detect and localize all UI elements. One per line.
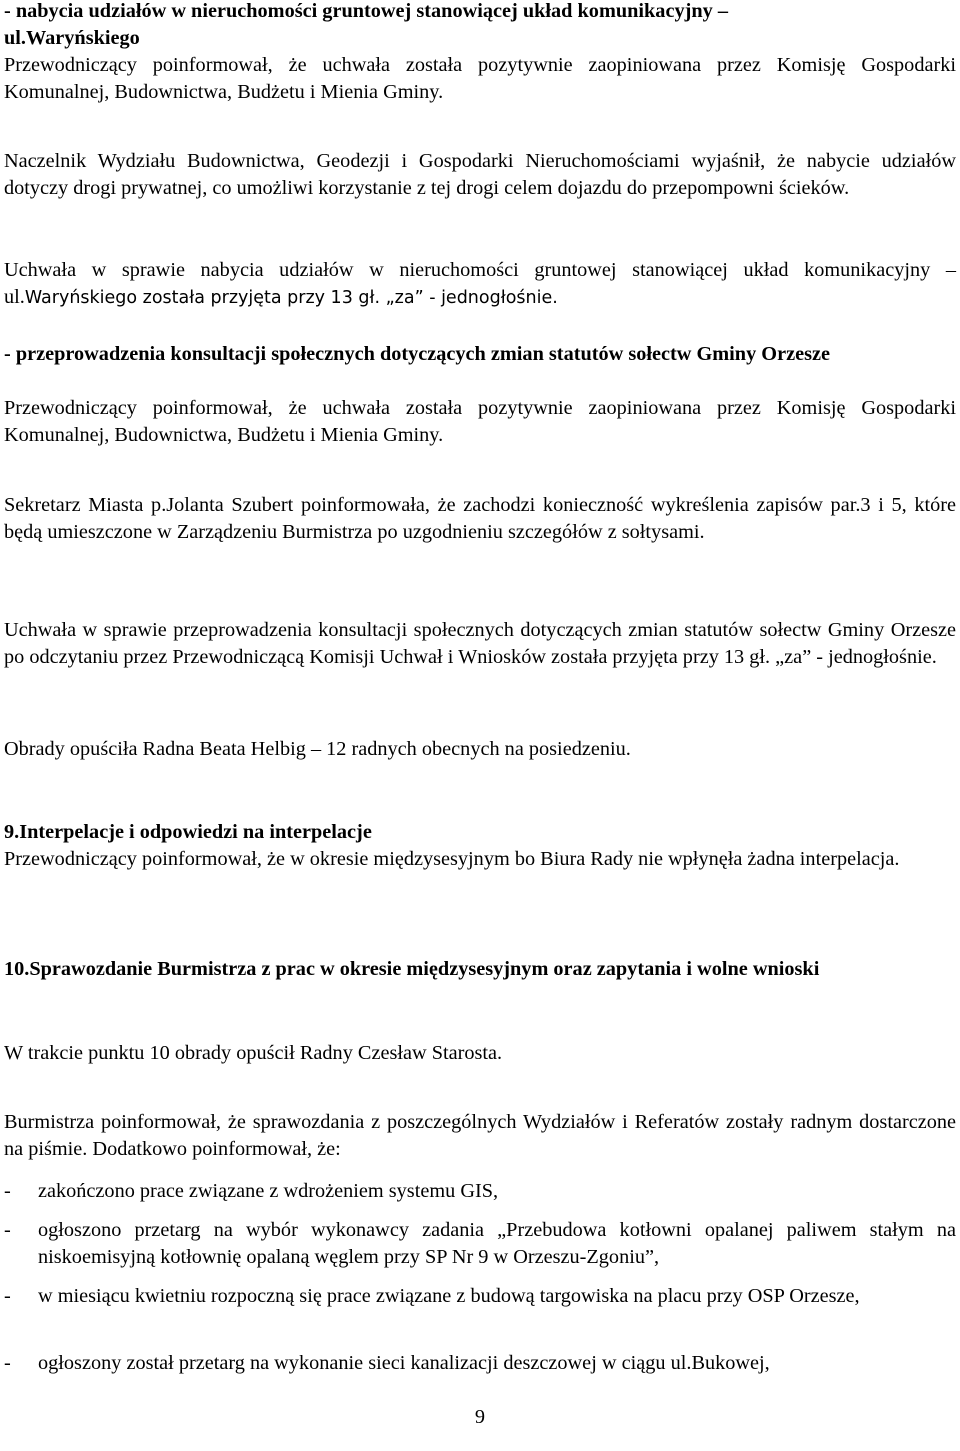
section-b-resolution: Uchwała w sprawie przeprowadzenia konsultacji społecznych dotyczących zmian statutów sołectw Gminy Orzesze po odczytaniu przez Przewodniczącą Komisji Uchwał i Wniosków została przyjęta przy 13 gł. „za” - jednogłośnie.: [4, 619, 956, 668]
list-item-text: ogłoszony został przetarg na wykonanie sieci kanalizacji deszczowej w ciągu ul.Bukowej,: [38, 1352, 770, 1374]
section-a-resolution: [4, 257, 956, 312]
list-item: [4, 1283, 956, 1310]
section-b-departure: Obrady opuściła Radna Beata Helbig – 12 radnych obecnych na posiedzeniu.: [4, 738, 631, 760]
list-dash: -: [4, 1352, 11, 1374]
list-dash: -: [4, 1180, 11, 1202]
list-item: [4, 1217, 956, 1271]
section-10-departure: W trakcie punktu 10 obrady opuścił Radny Czesław Starosta.: [4, 1042, 503, 1064]
list-item-text: zakończono prace związane z wdrożeniem systemu GIS,: [38, 1180, 499, 1202]
section-9-text: Przewodniczący poinformował, że w okresie międzysesyjnym bo Biura Rady nie wpłynęła żadna interpelacja.: [4, 848, 900, 870]
list-item: [4, 1178, 956, 1205]
section-a-explanation: Naczelnik Wydziału Budownictwa, Geodezji i Gospodarki Nieruchomościami wyjaśnił, że nabycie udziałów dotyczy drogi prywatnej, co umożliwi korzystanie z tej drogi celem dojazdu do przepompowni ścieków.: [4, 150, 956, 199]
section-a-resolution-part1: Uchwała w sprawie nabycia udziałów w nieruchomości gruntowej stanowiącej układ komunikacyjny – ul.: [4, 259, 956, 308]
section-a-opinion: Przewodniczący poinformował, że uchwała została pozytywnie zaopiniowana przez Komisję Gospodarki Komunalnej, Budownictwa, Budżetu i Mienia Gminy.: [4, 54, 956, 103]
section-b-secretary: Sekretarz Miasta p.Jolanta Szubert poinformowała, że zachodzi konieczność wykreślenia zapisów par.3 i 5, które będą umieszczone w Zarządzeniu Burmistrza po uzgodnieniu szczegółów z sołtysami.: [4, 494, 956, 543]
list-dash: -: [4, 1219, 11, 1241]
section-a-resolution-part2: Waryńskiego została przyjęta przy 13 gł. „za” - jednogłośnie.: [24, 288, 558, 308]
section-b-heading: - przeprowadzenia konsultacji społecznych dotyczących zmian statutów sołectw Gminy Orzesze: [4, 343, 830, 365]
page-number: 9: [474, 1406, 486, 1428]
section-b-opinion: Przewodniczący poinformował, że uchwała została pozytywnie zaopiniowana przez Komisję Gospodarki Komunalnej, Budownictwa, Budżetu i Mienia Gminy.: [4, 397, 956, 446]
list-item-text: w miesiącu kwietniu rozpoczną się prace związane z budową targowiska na placu przy OSP Orzesze,: [38, 1285, 860, 1307]
list-item-text: ogłoszono przetarg na wybór wykonawcy zadania „Przebudowa kotłowni opalanej paliwem stałym na niskoemisyjną kotłownię opalaną węglem przy SP Nr 9 w Orzeszu-Zgoniu”,: [38, 1219, 956, 1268]
section-a-heading-line2: ul.Waryńskiego: [4, 27, 140, 49]
list-dash: -: [4, 1285, 11, 1307]
section-a-heading-line1: - nabycia udziałów w nieruchomości gruntowej stanowiącej układ komunikacyjny –: [4, 0, 728, 22]
list-item: [4, 1350, 956, 1377]
section-10-heading: 10.Sprawozdanie Burmistrza z prac w okresie międzysesyjnym oraz zapytania i wolne wnioski: [4, 958, 820, 980]
section-10-intro: Burmistrza poinformował, że sprawozdania z poszczególnych Wydziałów i Referatów zostały radnym dostarczone na piśmie. Dodatkowo poinformował, że:: [4, 1111, 956, 1160]
section-9-heading: 9.Interpelacje i odpowiedzi na interpelacje: [4, 821, 372, 843]
